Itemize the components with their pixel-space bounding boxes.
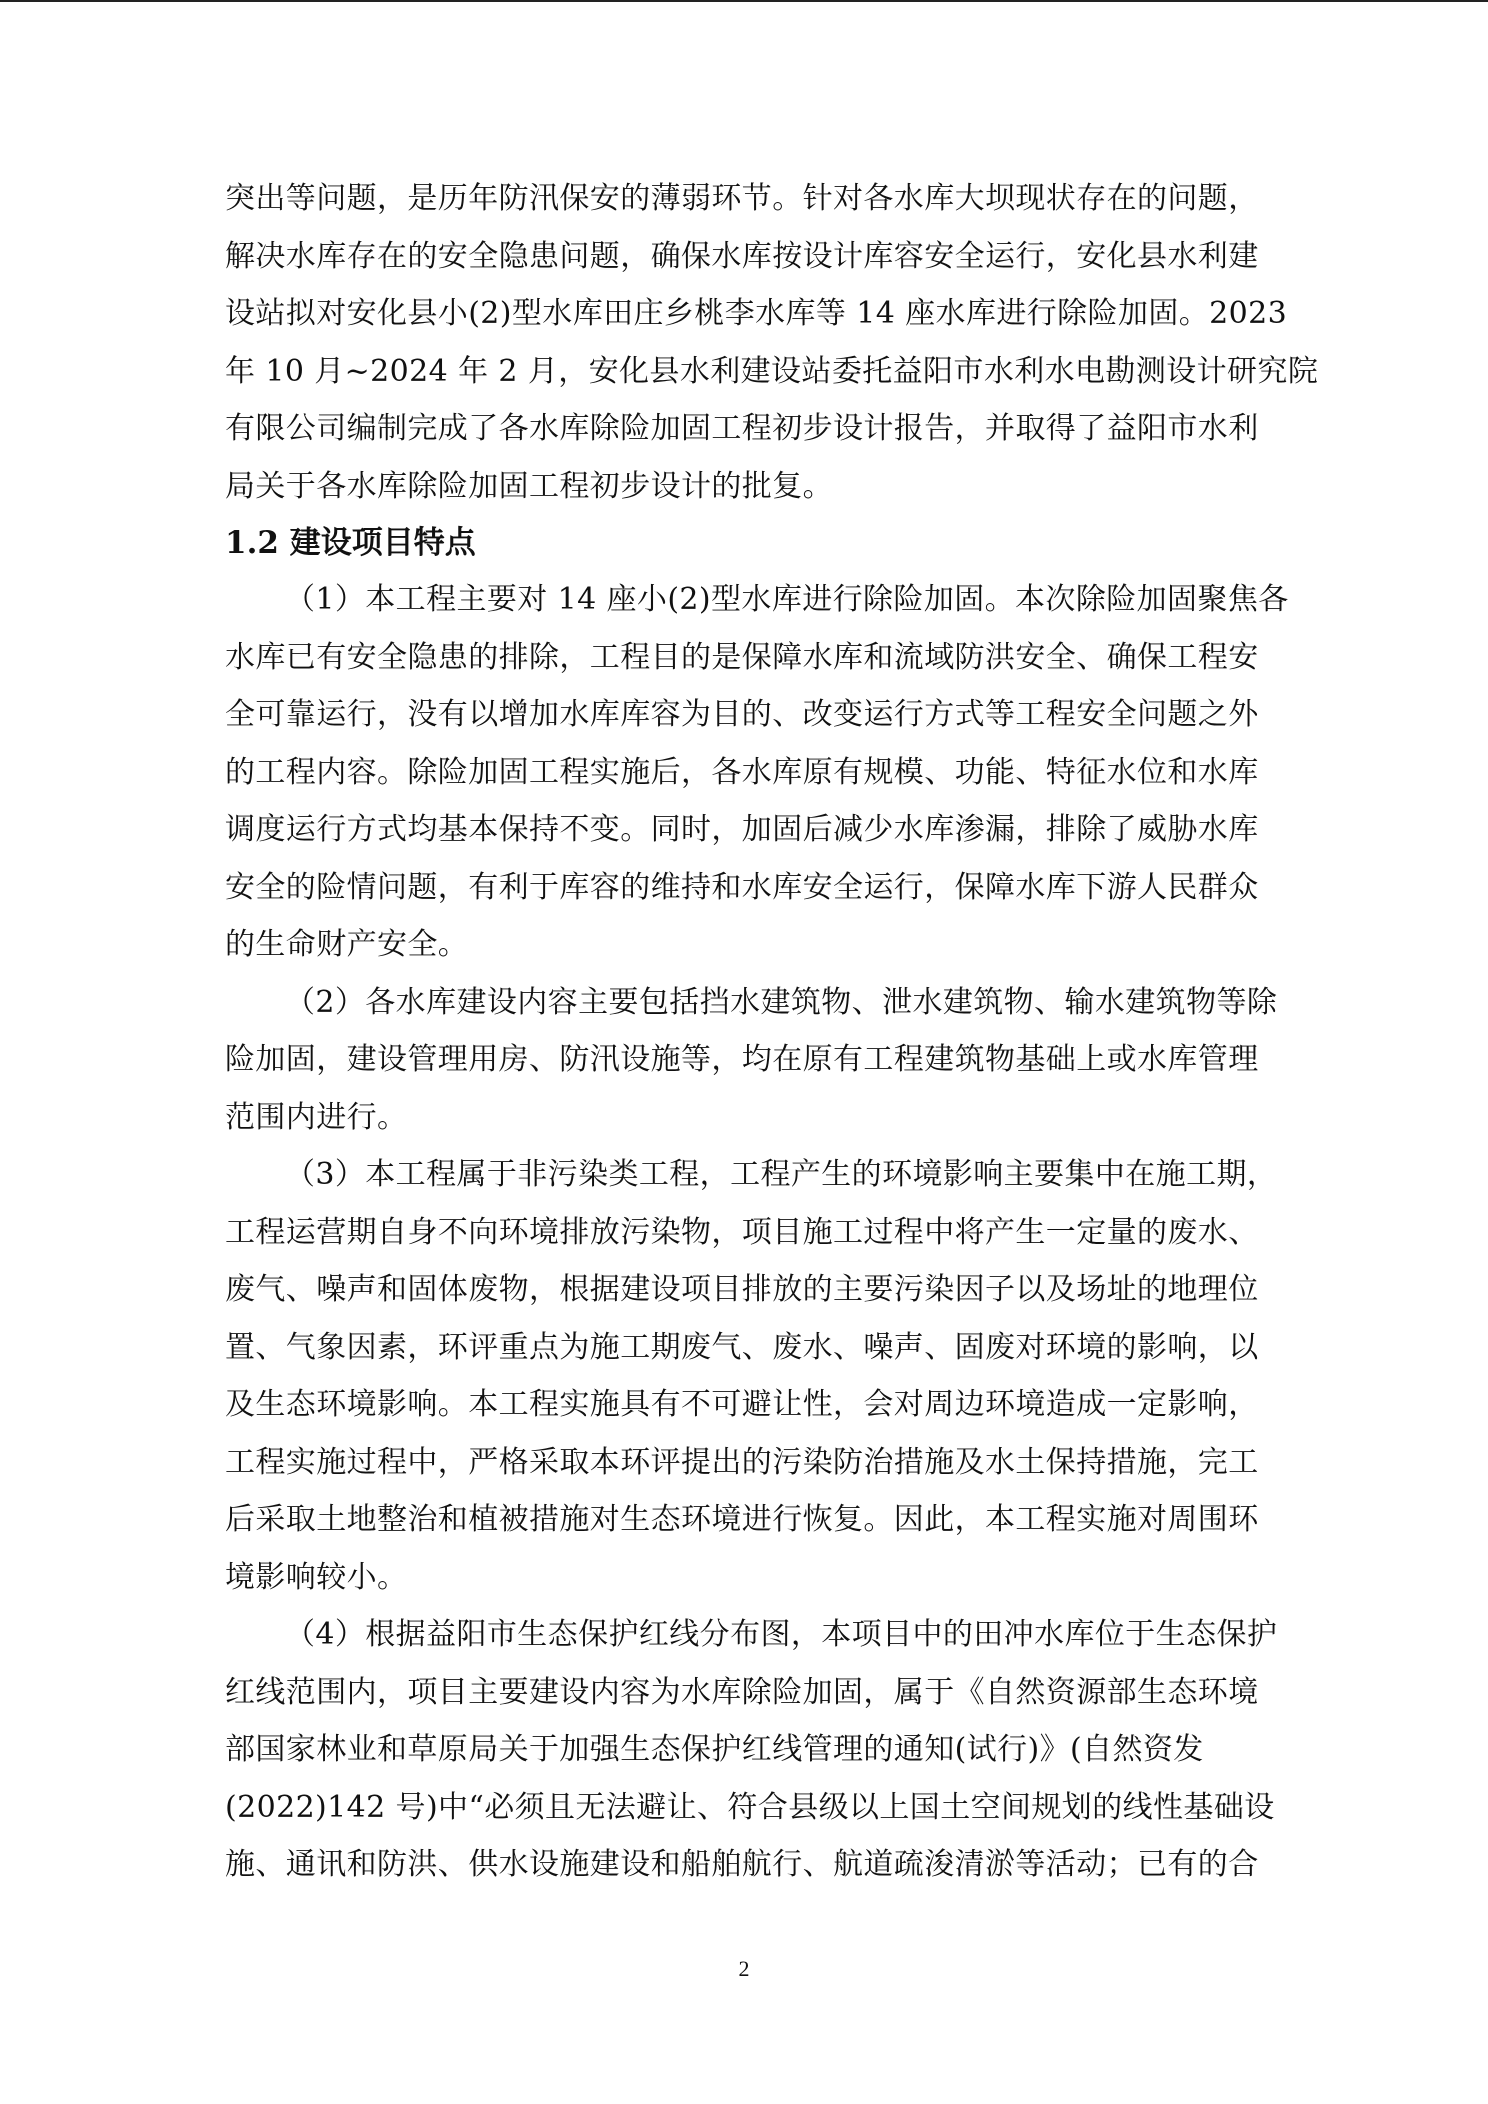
section-heading: 1.2 建设项目特点 [225,525,476,561]
paragraph-3 [225,1146,1278,1606]
top-border-line [0,0,1488,2]
text-line: 废气、噪声和固体废物，根据建设项目排放的主要污染因子以及场址的地理位 [225,1272,1259,1307]
text-line: （1）本工程主要对 14 座小(2)型水库进行除险加固。本次除险加固聚焦各 [285,582,1289,617]
text-line: 突出等问题，是历年防汛保安的薄弱环节。针对各水库大坝现状存在的问题， [225,181,1259,216]
text-line: 范围内进行。 [225,1099,408,1135]
text-line: 及生态环境影响。本工程实施具有不可避让性，会对周边环境造成一定影响， [225,1387,1259,1422]
text-line: 置、气象因素，环评重点为施工期废气、废水、噪声、固废对环境的影响，以 [225,1329,1259,1365]
text-line: 境影响较小。 [225,1559,408,1595]
text-line: （4）根据益阳市生态保护红线分布图，本项目中的田冲水库位于生态保护 [285,1617,1278,1652]
text-line: 安全的险情问题，有利于库容的维持和水库安全运行，保障水库下游人民群众 [225,869,1259,905]
text-line: 设站拟对安化县小(2)型水库田庄乡桃李水库等 14 座水库进行除险加固。2023 [225,296,1288,331]
page-number: 2 [738,1956,750,1981]
text-line: 红线范围内，项目主要建设内容为水库除险加固，属于《自然资源部生态环境 [225,1674,1259,1710]
text-line: 有限公司编制完成了各水库除险加固工程初步设计报告，并取得了益阳市水利 [225,411,1259,446]
text-line: 年 10 月~2024 年 2 月，安化县水利建设站委托益阳市水利水电勘测设计研究院 [225,353,1319,389]
text-line: 解决水库存在的安全隐患问题，确保水库按设计库容安全运行，安化县水利建 [225,238,1259,274]
text-line: (2022)142 号)中“必须且无法避让、符合县级以上国土空间规划的线性基础设 [225,1789,1275,1825]
text-line: 后采取土地整治和植被措施对生态环境进行恢复。因此，本工程实施对周围环 [225,1502,1259,1537]
text-line: 局关于各水库除险加固工程初步设计的批复。 [225,468,833,504]
text-line: 调度运行方式均基本保持不变。同时，加固后减少水库渗漏，排除了威胁水库 [225,812,1259,847]
paragraph-1 [225,571,1289,974]
text-line: 部国家林业和草原局关于加强生态保护红线管理的通知(试行)》(自然资发 [225,1732,1204,1767]
text-line: 的生命财产安全。 [225,927,469,962]
paragraph-2 [225,974,1278,1147]
text-line: 险加固，建设管理用房、防汛设施等，均在原有工程建筑物基础上或水库管理 [225,1042,1259,1077]
text-line: 施、通讯和防洪、供水设施建设和船舶航行、航道疏浚清淤等活动；已有的合 [225,1847,1259,1882]
text-line: 工程运营期自身不向环境排放污染物，项目施工过程中将产生一定量的废水、 [225,1214,1259,1250]
text-line: 水库已有安全隐患的排除，工程目的是保障水库和流域防洪安全、确保工程安 [225,639,1259,675]
paragraph-4 [225,1606,1278,1894]
text-line: （3）本工程属于非污染类工程，工程产生的环境影响主要集中在施工期， [285,1157,1278,1192]
text-line: 工程实施过程中，严格采取本环评提出的污染防治措施及水土保持措施，完工 [225,1444,1259,1480]
text-line: 全可靠运行，没有以增加水库库容为目的、改变运行方式等工程安全问题之外 [225,697,1259,732]
document-page [225,170,1319,1894]
intro-paragraph [225,170,1319,515]
text-line: 的工程内容。除险加固工程实施后，各水库原有规模、功能、特征水位和水库 [225,754,1259,790]
text-line: （2）各水库建设内容主要包括挡水建筑物、泄水建筑物、输水建筑物等除 [285,984,1278,1020]
